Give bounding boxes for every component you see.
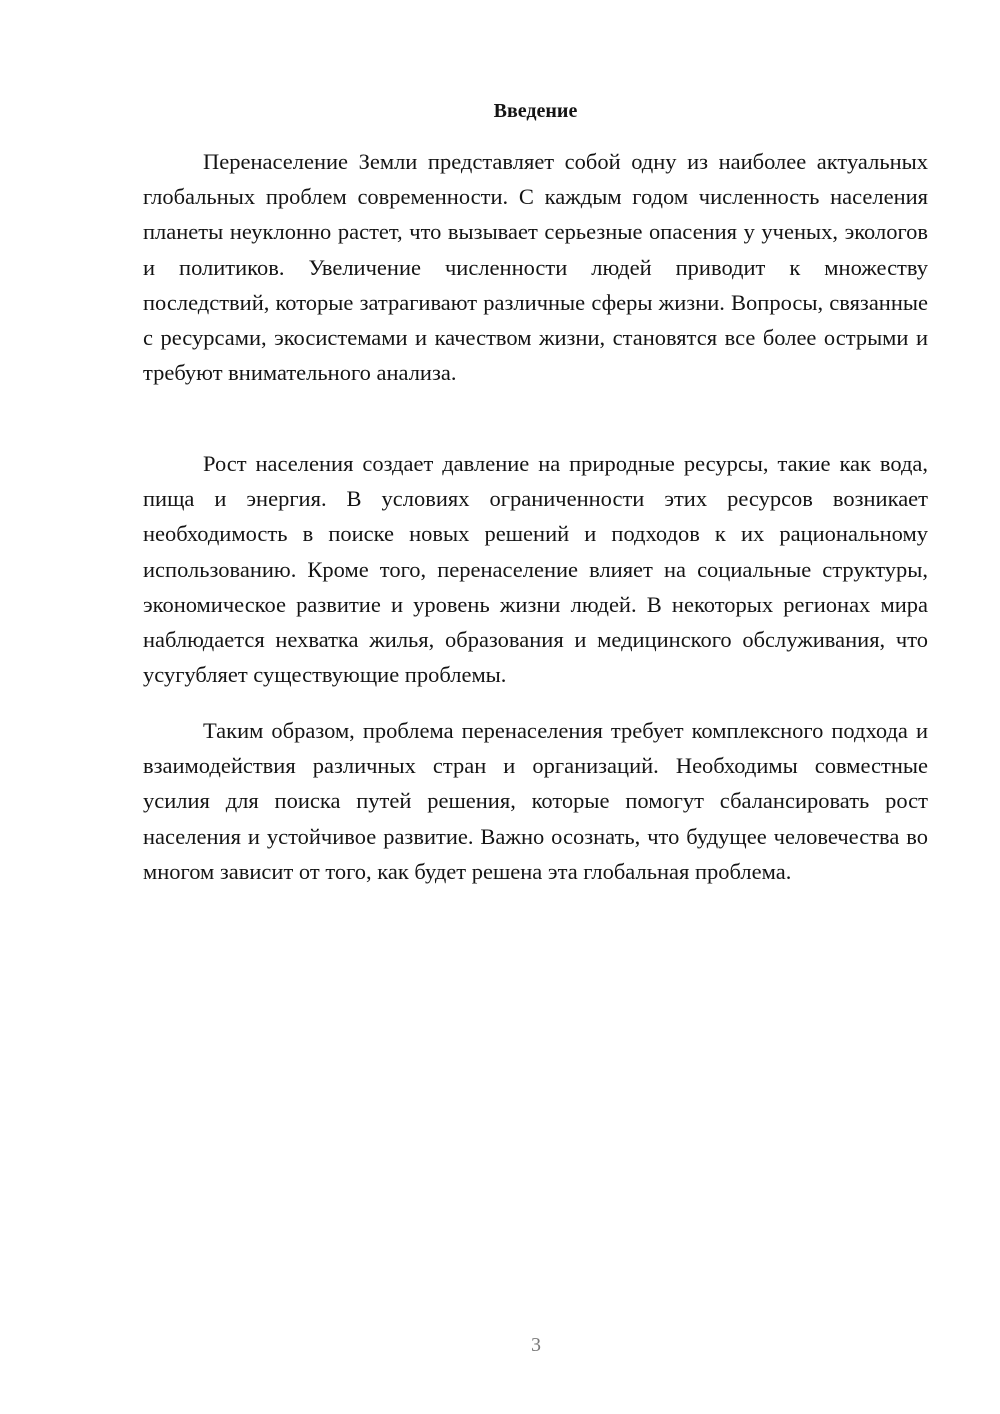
paragraph-2: Рост населения создает давление на природные ресурсы, такие как вода, пища и энергия. В условиях ограниченности этих ресурсов возникает необходимость в поиске новых решений и подходов к их рациональному использованию. Кроме того, перенаселение влияет на социальные структуры, экономическое развитие и уровень жизни людей. В некоторых регионах мира наблюдается нехватка жилья, образования и медицинского обслуживания, что усугубляет существующие проблемы. bbox=[143, 451, 928, 688]
paragraph-3: Таким образом, проблема перенаселения требует комплексного подхода и взаимодействия различных стран и организаций. Необходимы совместные усилия для поиска путей решения, которые помогут сбалансировать рост населения и устойчивое развитие. Важно осознать, что будущее человечества во многом зависит от того, как будет решена эта глобальная проблема. bbox=[143, 718, 928, 884]
page-title: Введение bbox=[493, 100, 578, 122]
paragraph-1: Перенаселение Земли представляет собой одну из наиболее актуальных глобальных проблем современности. С каждым годом численность населения планеты неуклонно растет, что вызывает серьезные опасения у ученых, экологов и политиков. Увеличение численности людей приводит к множеству последствий, которые затрагивают различные сферы жизни. Вопросы, связанные с ресурсами, экосистемами и качеством жизни, становятся все более острыми и требуют внимательного анализа. bbox=[143, 149, 928, 386]
page-number: 3 bbox=[531, 1334, 541, 1356]
